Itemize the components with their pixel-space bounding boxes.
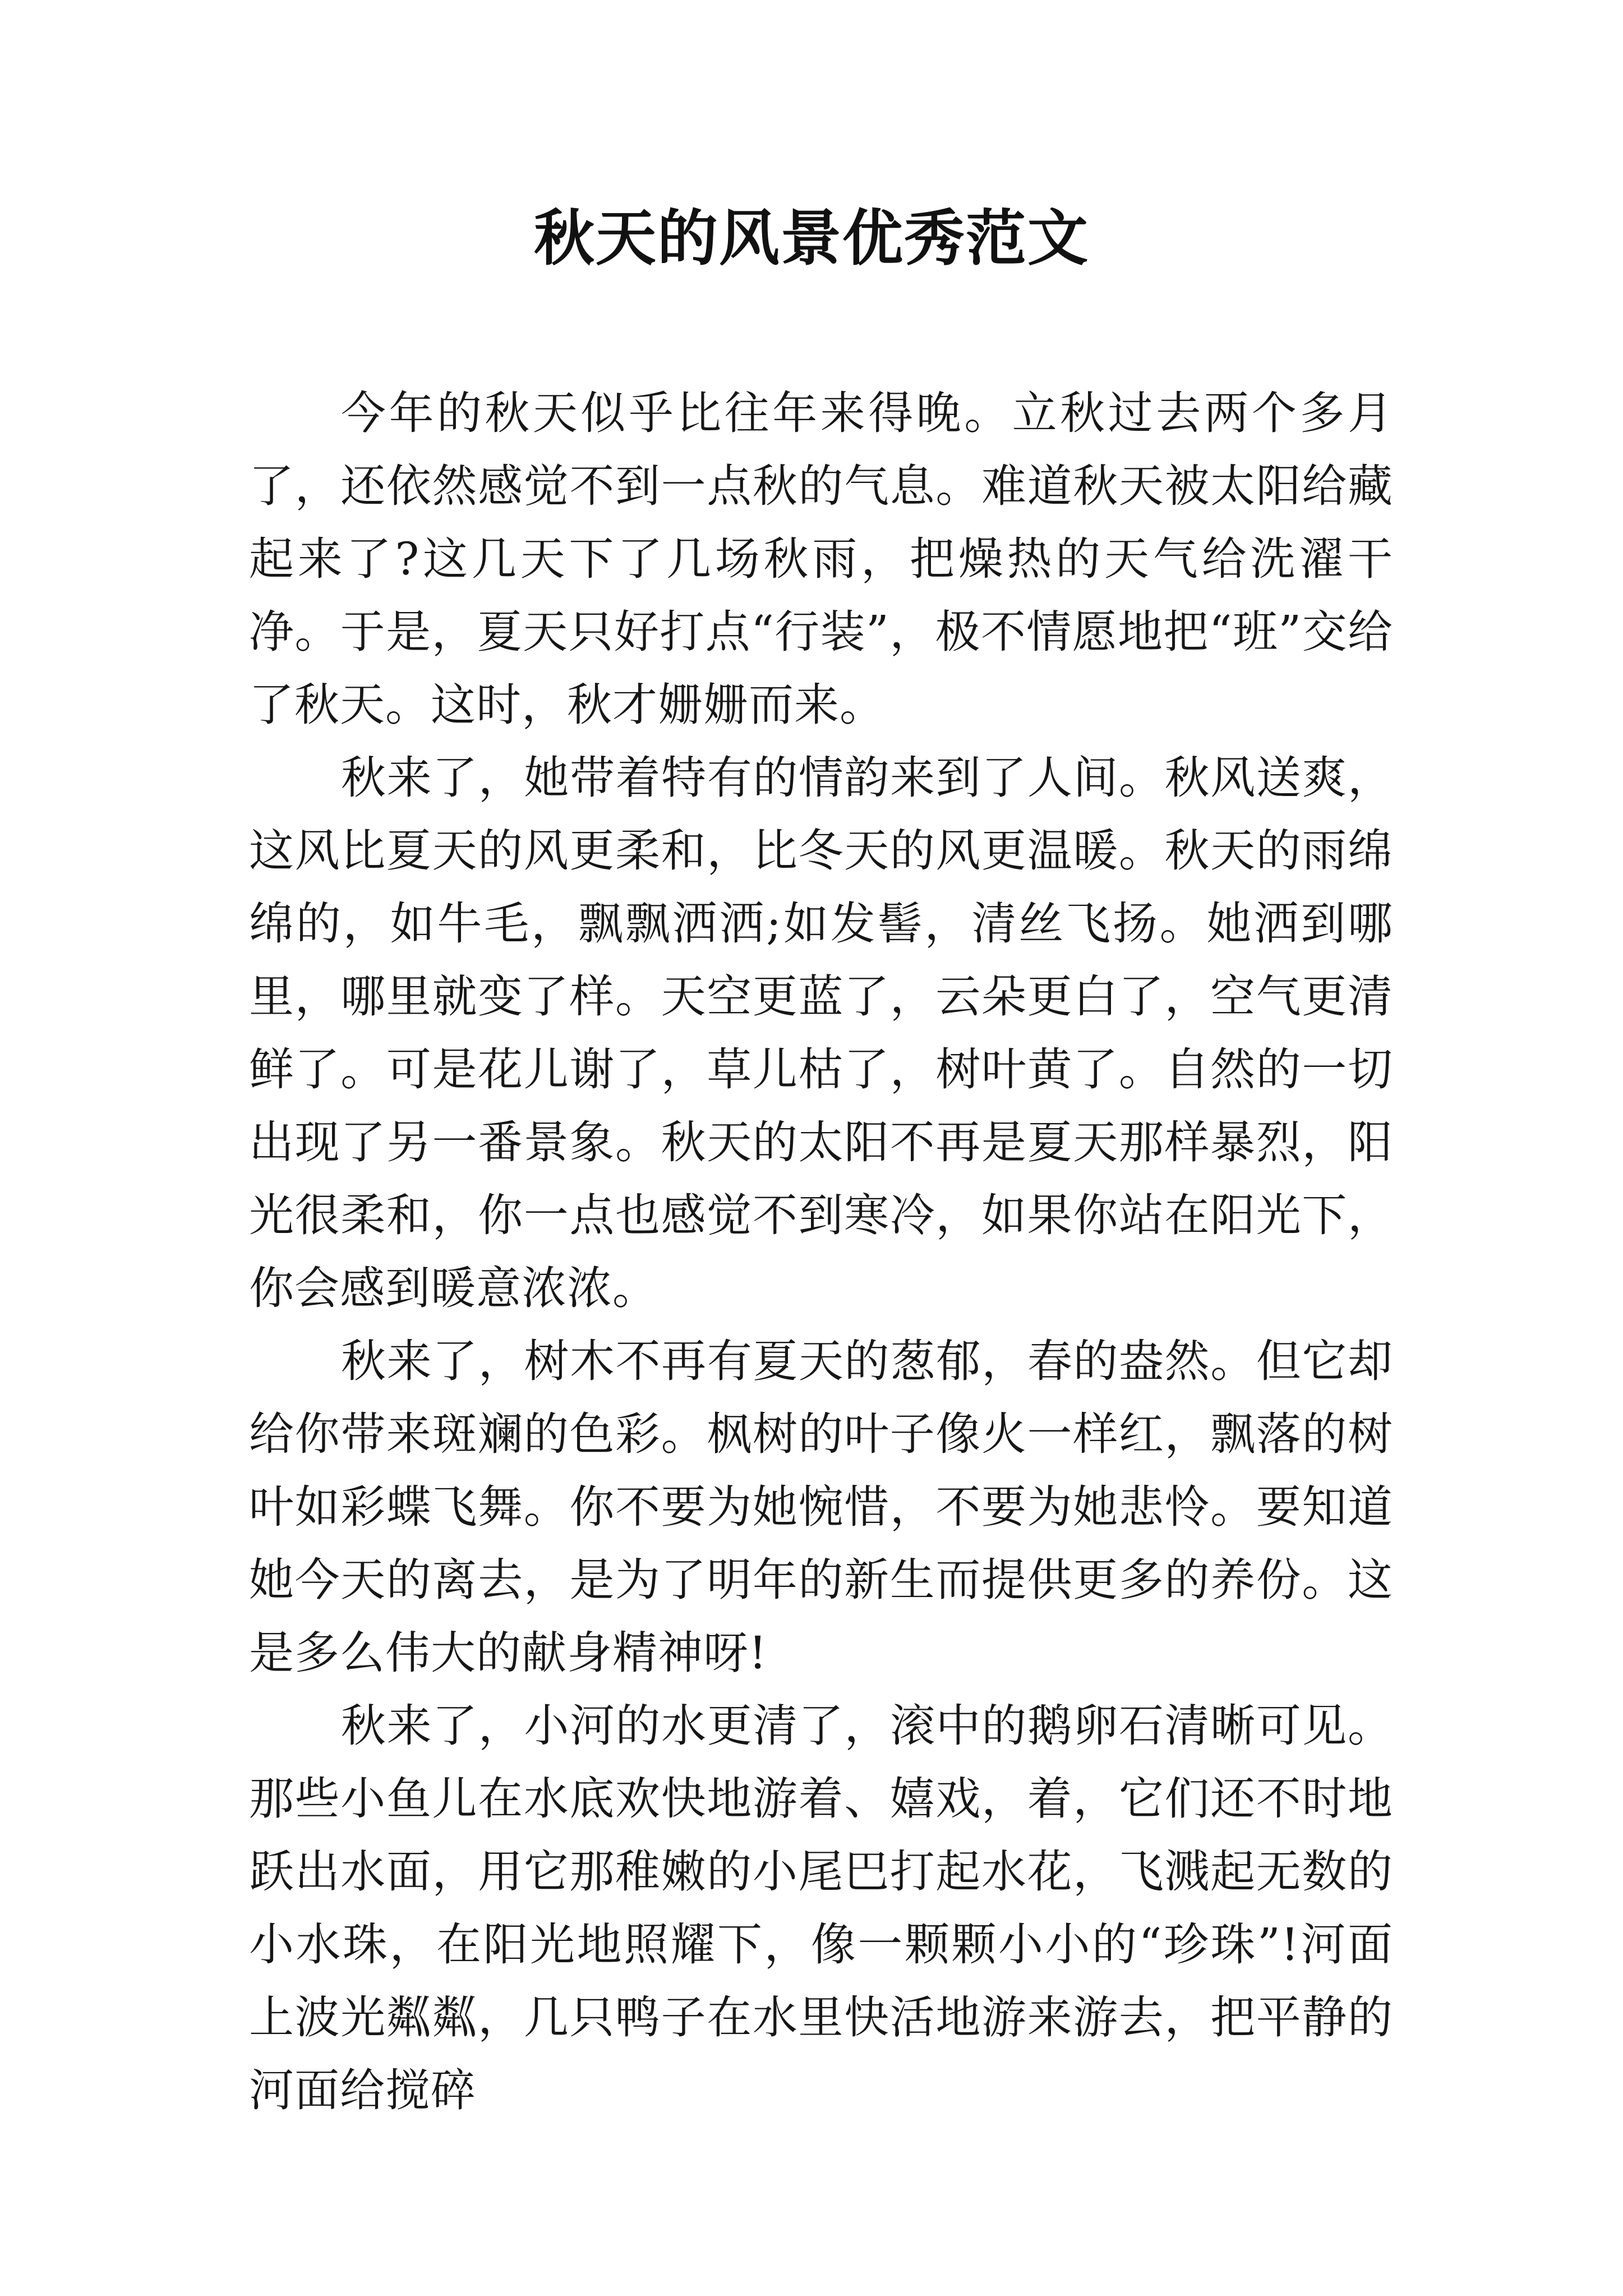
document-body	[249, 377, 1393, 2127]
paragraph-1: 今年的秋天似乎比往年来得晚。立秋过去两个多月了，还依然感觉不到一点秋的气息。难道秋天被太阳给藏起来了?这几天下了几场秋雨，把燥热的天气给洗濯干净。于是，夏天只好打点“行装”，极不情愿地把“班”交给了秋天。这时，秋才姗姗而来。	[249, 387, 1393, 731]
document-title: 秋天的风景优秀范文	[533, 203, 1089, 274]
paragraph-4: 秋来了，小河的水更清了，滚中的鹅卵石清晰可见。那些小鱼儿在水底欢快地游着、嬉戏，着，它们还不时地跃出水面，用它那稚嫩的小尾巴打起水花，飞溅起无数的小水珠，在阳光地照耀下，像一颗颗小小的“珍珠”!河面上波光粼粼，几只鸭子在水里快活地游来游去，把平静的河面给搅碎	[249, 1700, 1393, 2116]
paragraph-3: 秋来了，树木不再有夏天的葱郁，春的盎然。但它却给你带来斑斓的色彩。枫树的叶子像火一样红，飘落的树叶如彩蝶飞舞。你不要为她惋惜，不要为她悲怜。要知道她今天的离去，是为了明年的新生而提供更多的养份。这是多么伟大的献身精神呀!	[249, 1335, 1393, 1679]
paragraph-2: 秋来了，她带着特有的情韵来到了人间。秋风送爽，这风比夏天的风更柔和，比冬天的风更温暖。秋天的雨绵绵的，如牛毛，飘飘洒洒;如发髻，清丝飞扬。她洒到哪里，哪里就变了样。天空更蓝了，云朵更白了，空气更清鲜了。可是花儿谢了，草儿枯了，树叶黄了。自然的一切出现了另一番景象。秋天的太阳不再是夏天那样暴烈，阳光很柔和，你一点也感觉不到寒冷，如果你站在阳光下，你会感到暖意浓浓。	[249, 752, 1393, 1314]
